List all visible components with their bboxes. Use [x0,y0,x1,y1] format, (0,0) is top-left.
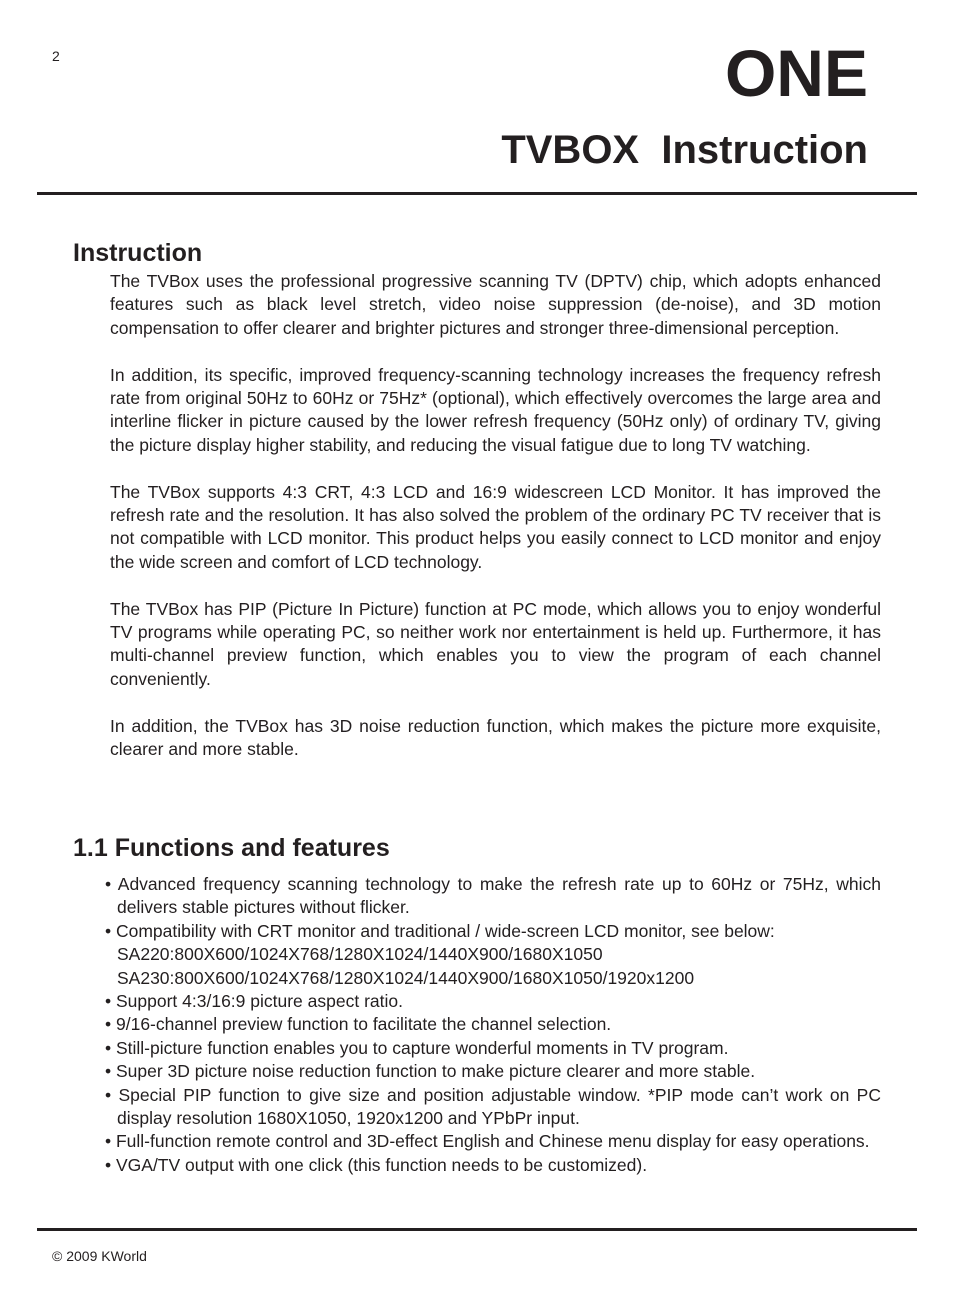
instruction-paragraph: The TVBox uses the professional progressive scanning TV (DPTV) chip, which adopts enhanced features such as black level stretch, video noise suppression (de-noise), and 3D motion compensation to offer clearer and brighter pictures and stronger three-dimensional perception. [110,271,881,338]
page-number: 2 [52,48,60,64]
feature-item: • Still-picture function enables you to capture wonderful moments in TV program. [105,1037,729,1058]
feature-item: • Special PIP function to give size and position adjustable window. *PIP mode can’t work on PC display resolution 1680X1050, 1920x1200 and YPbPr input. [105,1084,881,1129]
instruction-paragraph: The TVBox supports 4:3 CRT, 4:3 LCD and 16:9 widescreen LCD Monitor. It has improved the refresh rate and the resolution. It has also solved the problem of the ordinary PC TV receiver that is not compatible with LCD monitor. This product helps you easily connect to LCD monitor and enjoy the wide screen and comfort of LCD technology. [110,481,881,572]
feature-item: • Super 3D picture noise reduction function to make picture clearer and more stable. [105,1061,756,1082]
chapter-title: TVBOX Instruction [501,128,868,172]
header-rule [37,192,917,195]
instruction-paragraph: In addition, the TVBox has 3D noise reduction function, which makes the picture more exquisite, clearer and more stable. [110,715,881,760]
feature-item: • Support 4:3/16:9 picture aspect ratio. [105,991,403,1012]
feature-item: • Compatibility with CRT monitor and traditional / wide-screen LCD monitor, see below: SA220:800X600/1024X768/1280X1024/1440X900/1680X1050 SA230:800X600/1024X768/1280X1024/1440X900/1680X1050/1920x1200 [105,920,881,990]
feature-item: • Advanced frequency scanning technology to make the refresh rate up to 60Hz or 75Hz, which delivers stable pictures without flicker. [105,874,881,918]
instruction-paragraph: In addition, its specific, improved frequency-scanning technology increases the frequency refresh rate from original 50Hz to 60Hz or 75Hz* (optional), which effectively overcomes the large area and interline flicker in picture caused by the lower refresh frequency (50Hz only) of ordinary TV, giving the picture display higher stability, and reducing the visual fatigue due to long TV watching. [110,364,881,455]
feature-item: • VGA/TV output with one click (this function needs to be customized). [105,1154,648,1175]
instruction-body [110,270,881,785]
copyright: © 2009 KWorld [52,1248,147,1264]
instruction-paragraph: The TVBox has PIP (Picture In Picture) function at PC mode, which allows you to enjoy wonderful TV programs while operating PC, so neither work nor entertainment is held up. Furthermore, it has multi-channel preview function, which enables you to view the program of each channel conveniently. [110,598,881,689]
instruction-heading: Instruction [73,239,203,267]
compat-sa220: SA220:800X600/1024X768/1280X1024/1440X900/1680X1050 [117,944,603,965]
features-list [105,873,881,1177]
footer-rule [37,1228,917,1231]
compat-sa230: SA230:800X600/1024X768/1280X1024/1440X900/1680X1050/1920x1200 [117,967,695,988]
feature-item: • 9/16-channel preview function to facilitate the channel selection. [105,1014,612,1035]
features-heading: 1.1 Functions and features [73,834,390,862]
chapter-number: ONE [724,36,868,110]
feature-item: • Full-function remote control and 3D-effect English and Chinese menu display for easy operations. [105,1131,870,1152]
